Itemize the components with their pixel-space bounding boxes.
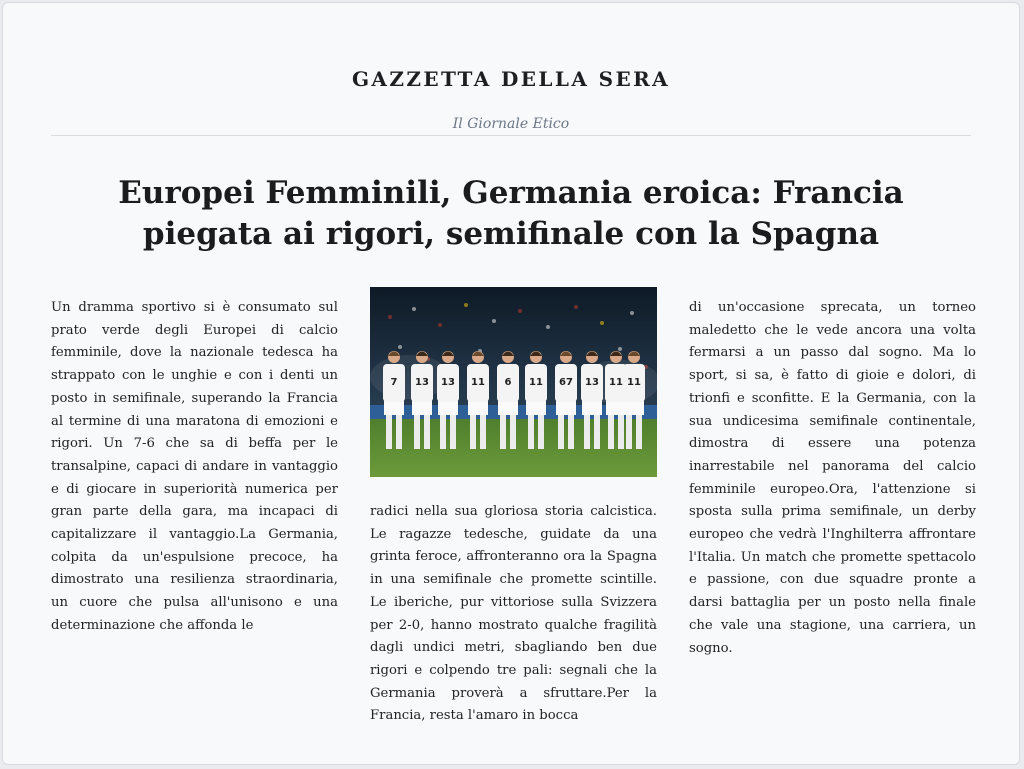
headline-line-2: piegata ai rigori, semifinale con la Spagna xyxy=(142,216,880,252)
article-column-2: radici nella sua gloriosa storia calcistica. Le ragazze tedesche, guidate da una grinta feroce, affronteranno ora la Spagna in una semifinale che promette scintille. Le iberiche, pur vittoriose sulla Svizzera per 2-0, hanno mostrato qualche fragilità dagli undici metri, sbagliando ben due rigori e colpendo tre pali: segnali che la Germania proverà a sfruttare.Per la Francia, resta l'amaro in bocca xyxy=(370,504,657,724)
header-divider xyxy=(51,135,971,136)
article-column-3: di un'occasione sprecata, un torneo maledetto che le vede ancora una volta fermarsi a un passo dal sogno. Ma lo sport, si sa, è fatto di gioie e dolori, di trionfi e sconfitte. E la Germania, con la sua undicesima semifinale continentale, dimostra di essere una potenza inarrestabile nel panorama del calcio femminile europeo.Ora, l'attenzione si sposta sulla prima semifinale, un derby europeo che vedrà l'Inghilterra affrontare l'Italia. Un match che promette spettacolo e passione, con due squadre pronte a darsi battaglia per un posto nella finale che vale una stagione, una carriera, un sogno. xyxy=(689,300,976,656)
jersey-number: 13 xyxy=(415,377,429,388)
headline-line-1: Europei Femminili, Germania eroica: Francia xyxy=(118,175,904,211)
article-photo xyxy=(370,287,657,477)
jersey-number: 13 xyxy=(585,377,599,388)
newspaper-page xyxy=(2,2,1020,765)
jersey-number: 11 xyxy=(627,377,641,388)
jersey-number: 11 xyxy=(471,377,485,388)
jersey-number: 13 xyxy=(441,377,455,388)
jersey-number: 11 xyxy=(609,377,623,388)
jersey-number: 67 xyxy=(559,377,573,388)
newspaper-tagline: Il Giornale Etico xyxy=(452,116,570,132)
newspaper-masthead: GAZZETTA DELLA SERA xyxy=(351,67,671,91)
article-headline xyxy=(63,173,959,255)
jersey-number: 7 xyxy=(390,377,398,388)
article-column-1: Un dramma sportivo si è consumato sul prato verde degli Europei di calcio femminile, dove la nazionale tedesca ha strappato con le unghie e con i denti un posto in semifinale, superando la Francia al termine di una maratona di emozioni e rigori. Un 7-6 che sa di beffa per le transalpine, capaci di andare in vantaggio e di giocare in superiorità numerica per gran parte della gara, ma incapaci di capitalizzare il vantaggio.La Germania, colpita da un'espulsione precoce, ha dimostrato una resilienza straordinaria, un cuore che pulsa all'unisono e una determinazione che affonda le xyxy=(51,300,338,633)
team-celebration-photo xyxy=(370,287,657,477)
jersey-number: 11 xyxy=(529,377,543,388)
jersey-number: 6 xyxy=(504,377,512,388)
